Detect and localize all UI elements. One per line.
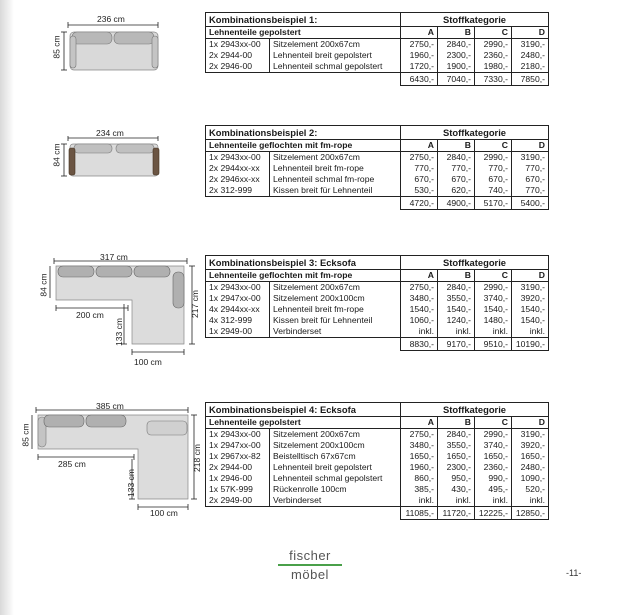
price-cell: 1540,- — [401, 304, 438, 315]
price-cell: 670,- — [438, 174, 475, 185]
total-cell: 5400,- — [512, 197, 549, 210]
article-code: 1x 2943xx-00 — [206, 429, 270, 441]
price-cell: 1650,- — [438, 451, 475, 462]
price-cell: 670,- — [512, 174, 549, 185]
table-row — [206, 293, 549, 304]
price-cell: 520,- — [512, 484, 549, 495]
article-description: Lehnenteil breit fm-rope — [270, 163, 401, 174]
category-d: D — [512, 140, 549, 152]
page-shadow — [0, 0, 14, 615]
price-cell: 3920,- — [512, 293, 549, 304]
combo4-right-dim: 218 cm — [191, 444, 202, 472]
total-row — [206, 197, 549, 210]
category-b: B — [438, 27, 475, 39]
price-cell: inkl. — [438, 495, 475, 507]
price-cell: 950,- — [438, 473, 475, 484]
category-a: A — [401, 27, 438, 39]
article-code: 2x 2949-00 — [206, 495, 270, 507]
price-cell: 2750,- — [401, 282, 438, 294]
article-description: Kissen breit für Lehnenteil — [270, 315, 401, 326]
total-cell: 8830,- — [401, 338, 438, 351]
combo2-depth-dim: 84 cm — [51, 143, 62, 167]
price-cell: 770,- — [401, 163, 438, 174]
stoff-category-header: Stoffkategorie — [401, 403, 549, 417]
price-cell: 3480,- — [401, 293, 438, 304]
total-cell: 12225,- — [475, 507, 512, 520]
price-cell: 530,- — [401, 185, 438, 197]
article-description: Lehnenteil breit gepolstert — [270, 50, 401, 61]
price-cell: 2990,- — [475, 429, 512, 441]
price-cell: 2480,- — [512, 50, 549, 61]
price-cell: 495,- — [475, 484, 512, 495]
price-cell: 2840,- — [438, 429, 475, 441]
price-table-1 — [205, 12, 549, 86]
combo3-small-dim: 133 cm — [113, 318, 124, 346]
article-code: 1x 2947xx-00 — [206, 440, 270, 451]
article-description: Verbinderset — [270, 495, 401, 507]
price-cell: 1650,- — [512, 451, 549, 462]
price-cell: 3740,- — [475, 440, 512, 451]
article-description: Sitzelement 200x100cm — [270, 293, 401, 304]
combo4-small-dim: 133 cm — [125, 469, 136, 497]
total-row — [206, 338, 549, 351]
table-row — [206, 440, 549, 451]
price-cell: 3920,- — [512, 440, 549, 451]
table-row — [206, 282, 549, 294]
price-cell: 1900,- — [438, 61, 475, 73]
price-cell: 860,- — [401, 473, 438, 484]
price-table-4 — [205, 402, 549, 520]
price-cell: 1650,- — [475, 451, 512, 462]
article-code: 4x 2944xx-xx — [206, 304, 270, 315]
article-code: 1x 2943xx-00 — [206, 39, 270, 51]
price-cell: inkl. — [401, 495, 438, 507]
article-code: 1x 57K-999 — [206, 484, 270, 495]
total-cell: 9170,- — [438, 338, 475, 351]
price-cell: 2750,- — [401, 39, 438, 51]
price-cell: 1090,- — [512, 473, 549, 484]
table-row — [206, 484, 549, 495]
category-d: D — [512, 417, 549, 429]
price-cell: 1980,- — [475, 61, 512, 73]
table-row — [206, 185, 549, 197]
article-code: 1x 2946-00 — [206, 473, 270, 484]
price-cell: 770,- — [475, 163, 512, 174]
total-cell: 4900,- — [438, 197, 475, 210]
price-cell: 385,- — [401, 484, 438, 495]
article-description: Lehnenteil breit gepolstert — [270, 462, 401, 473]
price-cell: 2750,- — [401, 429, 438, 441]
table-row — [206, 473, 549, 484]
price-cell: 430,- — [438, 484, 475, 495]
stoff-category-header: Stoffkategorie — [401, 126, 549, 140]
total-cell: 7330,- — [475, 73, 512, 86]
category-d: D — [512, 270, 549, 282]
brand-line1: fischer — [289, 548, 331, 563]
article-code: 2x 2944-00 — [206, 50, 270, 61]
table-row — [206, 495, 549, 507]
price-cell: 3740,- — [475, 293, 512, 304]
combo3-right-dim: 217 cm — [189, 290, 200, 318]
price-cell: 1540,- — [512, 304, 549, 315]
combo3-ecksofa-drawing — [44, 258, 204, 370]
price-cell: 1720,- — [401, 61, 438, 73]
price-cell: 770,- — [512, 185, 549, 197]
price-cell: 2840,- — [438, 282, 475, 294]
table-title: Kombinationsbeispiel 4: Ecksofa — [206, 403, 401, 417]
price-cell: 2840,- — [438, 39, 475, 51]
price-cell: 770,- — [438, 163, 475, 174]
table-subtitle: Lehnenteile geflochten mit fm-rope — [206, 140, 401, 152]
price-cell: 3550,- — [438, 293, 475, 304]
table-title: Kombinationsbeispiel 2: — [206, 126, 401, 140]
price-cell: 670,- — [475, 174, 512, 185]
article-code: 1x 2943xx-00 — [206, 152, 270, 164]
price-cell: inkl. — [512, 495, 549, 507]
price-cell: 3550,- — [438, 440, 475, 451]
brand-divider — [278, 564, 342, 566]
article-code: 1x 2967xx-82 — [206, 451, 270, 462]
category-a: A — [401, 270, 438, 282]
article-code: 2x 2944xx-xx — [206, 163, 270, 174]
article-description: Sitzelement 200x67cm — [270, 429, 401, 441]
total-cell: 10190,- — [512, 338, 549, 351]
combo3-depth-dim: 84 cm — [38, 273, 49, 297]
table-row — [206, 451, 549, 462]
category-c: C — [475, 27, 512, 39]
price-cell: 3190,- — [512, 39, 549, 51]
price-cell: 3480,- — [401, 440, 438, 451]
article-code: 2x 2946-00 — [206, 61, 270, 73]
price-cell: 770,- — [512, 163, 549, 174]
price-cell: 670,- — [401, 174, 438, 185]
price-cell: 1060,- — [401, 315, 438, 326]
table-row — [206, 174, 549, 185]
price-cell: 2300,- — [438, 50, 475, 61]
total-cell: 12850,- — [512, 507, 549, 520]
stoff-category-header: Stoffkategorie — [401, 256, 549, 270]
combo3-width-dim: 317 cm — [100, 252, 128, 262]
category-b: B — [438, 140, 475, 152]
price-cell: 740,- — [475, 185, 512, 197]
article-code: 1x 2949-00 — [206, 326, 270, 338]
total-row — [206, 73, 549, 86]
category-b: B — [438, 417, 475, 429]
category-c: C — [475, 140, 512, 152]
article-code: 4x 312-999 — [206, 315, 270, 326]
price-cell: 2480,- — [512, 462, 549, 473]
price-cell: 2360,- — [475, 50, 512, 61]
price-table-2 — [205, 125, 549, 210]
combo3-bottom-dim: 100 cm — [134, 357, 162, 367]
total-row — [206, 507, 549, 520]
price-cell: 2990,- — [475, 152, 512, 164]
price-cell: 1960,- — [401, 462, 438, 473]
price-cell: inkl. — [475, 326, 512, 338]
article-description: Lehnenteil schmal gepolstert — [270, 473, 401, 484]
combo4-ecksofa-drawing — [26, 407, 201, 519]
category-a: A — [401, 417, 438, 429]
table-row — [206, 429, 549, 441]
article-description: Rückenrolle 100cm — [270, 484, 401, 495]
combo4-depth-dim: 85 cm — [20, 423, 31, 447]
total-cell: 4720,- — [401, 197, 438, 210]
price-cell: 1540,- — [475, 304, 512, 315]
price-cell: 1540,- — [512, 315, 549, 326]
article-code: 1x 2943xx-00 — [206, 282, 270, 294]
price-table-3 — [205, 255, 549, 351]
brand-logo — [270, 548, 350, 582]
price-cell: 2180,- — [512, 61, 549, 73]
table-subtitle: Lehnenteile gepolstert — [206, 417, 401, 429]
page-number: -11- — [566, 568, 582, 578]
table-row — [206, 152, 549, 164]
total-cell: 7850,- — [512, 73, 549, 86]
combo2-width-dim: 234 cm — [96, 128, 124, 138]
article-description: Verbinderset — [270, 326, 401, 338]
category-a: A — [401, 140, 438, 152]
article-description: Beistelltisch 67x67cm — [270, 451, 401, 462]
article-description: Sitzelement 200x67cm — [270, 39, 401, 51]
article-description: Kissen breit für Lehnenteil — [270, 185, 401, 197]
article-code: 2x 312-999 — [206, 185, 270, 197]
price-cell: inkl. — [438, 326, 475, 338]
price-cell: 1480,- — [475, 315, 512, 326]
price-cell: 3190,- — [512, 282, 549, 294]
combo4-inner-dim: 285 cm — [58, 459, 86, 469]
price-cell: 2300,- — [438, 462, 475, 473]
table-row — [206, 304, 549, 315]
total-cell: 11720,- — [438, 507, 475, 520]
price-cell: 2840,- — [438, 152, 475, 164]
category-c: C — [475, 417, 512, 429]
table-row — [206, 163, 549, 174]
combo2-sofa-drawing — [60, 136, 170, 181]
brand-line2: möbel — [291, 566, 329, 582]
article-description: Lehnenteil schmal gepolstert — [270, 61, 401, 73]
table-row — [206, 462, 549, 473]
total-cell: 6430,- — [401, 73, 438, 86]
category-b: B — [438, 270, 475, 282]
article-description: Sitzelement 200x100cm — [270, 440, 401, 451]
article-code: 2x 2944-00 — [206, 462, 270, 473]
total-cell: 7040,- — [438, 73, 475, 86]
table-row — [206, 315, 549, 326]
category-c: C — [475, 270, 512, 282]
price-cell: 1240,- — [438, 315, 475, 326]
article-description: Sitzelement 200x67cm — [270, 282, 401, 294]
article-description: Lehnenteil schmal fm-rope — [270, 174, 401, 185]
article-code: 1x 2947xx-00 — [206, 293, 270, 304]
price-cell: 2360,- — [475, 462, 512, 473]
table-title: Kombinationsbeispiel 1: — [206, 13, 401, 27]
stoff-category-header: Stoffkategorie — [401, 13, 549, 27]
price-cell: 1650,- — [401, 451, 438, 462]
table-subtitle: Lehnenteile geflochten mit fm-rope — [206, 270, 401, 282]
category-d: D — [512, 27, 549, 39]
price-cell: 2990,- — [475, 39, 512, 51]
total-cell: 9510,- — [475, 338, 512, 351]
price-cell: inkl. — [512, 326, 549, 338]
combo1-sofa-drawing — [60, 22, 170, 77]
table-row — [206, 326, 549, 338]
price-cell: 2990,- — [475, 282, 512, 294]
article-description: Sitzelement 200x67cm — [270, 152, 401, 164]
price-cell: 1540,- — [438, 304, 475, 315]
table-subtitle: Lehnenteile gepolstert — [206, 27, 401, 39]
price-cell: 620,- — [438, 185, 475, 197]
combo3-inner-dim: 200 cm — [76, 310, 104, 320]
price-cell: 3190,- — [512, 152, 549, 164]
price-cell: 990,- — [475, 473, 512, 484]
table-row — [206, 39, 549, 51]
table-title: Kombinationsbeispiel 3: Ecksofa — [206, 256, 401, 270]
price-cell: 1960,- — [401, 50, 438, 61]
combo1-width-dim: 236 cm — [97, 14, 125, 24]
combo4-width-dim: 385 cm — [96, 401, 124, 411]
article-code: 2x 2946xx-xx — [206, 174, 270, 185]
article-description: Lehnenteil breit fm-rope — [270, 304, 401, 315]
price-cell: inkl. — [401, 326, 438, 338]
price-cell: inkl. — [475, 495, 512, 507]
combo4-bottom-dim: 100 cm — [150, 508, 178, 518]
total-cell: 5170,- — [475, 197, 512, 210]
table-row — [206, 61, 549, 73]
combo1-depth-dim: 85 cm — [51, 35, 62, 59]
price-cell: 3190,- — [512, 429, 549, 441]
total-cell: 11085,- — [401, 507, 438, 520]
price-cell: 2750,- — [401, 152, 438, 164]
table-row — [206, 50, 549, 61]
